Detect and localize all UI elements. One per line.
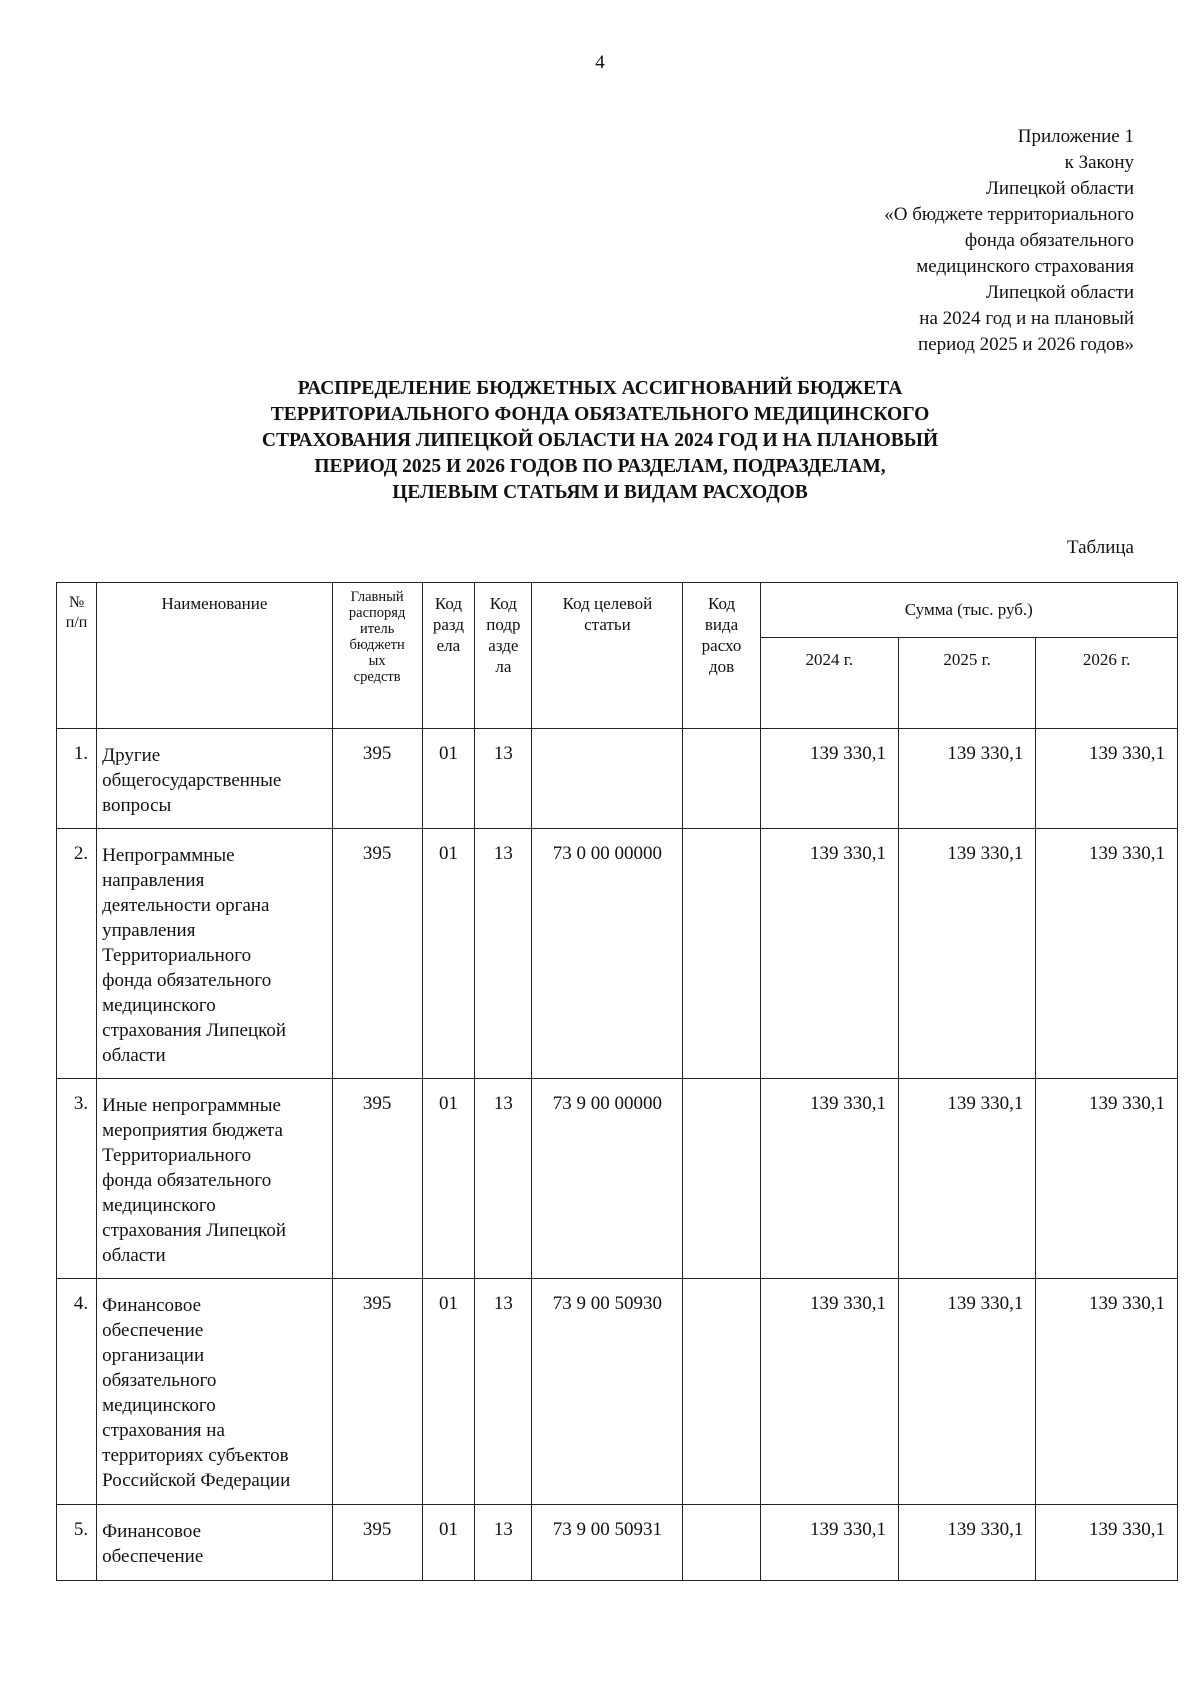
appendix-line: Приложение 1 (1017, 126, 1134, 147)
row-num: 3. (57, 1079, 97, 1279)
row-subsection: 13 (475, 729, 532, 829)
row-expense-type (683, 829, 760, 1079)
table-row (57, 1279, 1178, 1505)
row-admin: 395 (332, 1505, 422, 1581)
row-expense-type (683, 729, 760, 829)
title-line: ЦЕЛЕВЫМ СТАТЬЯМ И ВИДАМ РАСХОДОВ (392, 482, 808, 503)
row-amount-2025: 139 330,1 (898, 729, 1035, 829)
appendix-line: Липецкой области (985, 282, 1134, 303)
row-name: Другие общегосударственные вопросы (97, 729, 333, 829)
table-row (57, 1079, 1178, 1279)
row-num: 5. (57, 1505, 97, 1581)
row-amount-2024: 139 330,1 (760, 1079, 898, 1279)
title-line: ПЕРИОД 2025 И 2026 ГОДОВ ПО РАЗДЕЛАМ, ПОДРАЗДЕЛАМ, (314, 456, 886, 477)
appendix-line: Липецкой области (985, 178, 1134, 199)
row-amount-2026: 139 330,1 (1036, 1079, 1178, 1279)
row-target: 73 9 00 00000 (532, 1079, 683, 1279)
row-admin: 395 (332, 1279, 422, 1505)
header-year-2025: 2025 г. (898, 638, 1035, 729)
appendix-line: период 2025 и 2026 годов» (918, 334, 1134, 355)
title-line: РАСПРЕДЕЛЕНИЕ БЮДЖЕТНЫХ АССИГНОВАНИЙ БЮДЖЕТА (297, 378, 903, 399)
header-name: Наименование (97, 583, 333, 729)
appendix-line: «О бюджете территориального (884, 204, 1134, 225)
row-target: 73 9 00 50931 (532, 1505, 683, 1581)
row-expense-type (683, 1505, 760, 1581)
row-subsection: 13 (475, 1079, 532, 1279)
page-number: 4 (595, 52, 605, 73)
row-admin: 395 (332, 1079, 422, 1279)
row-name: Иные непрограммные мероприятия бюджета Территориального фонда обязательного медицинского страхования Липецкой области (97, 1079, 333, 1279)
row-num: 4. (57, 1279, 97, 1505)
row-expense-type (683, 1279, 760, 1505)
row-amount-2025: 139 330,1 (898, 829, 1035, 1079)
row-section: 01 (422, 1079, 475, 1279)
table-row (57, 729, 1178, 829)
row-amount-2024: 139 330,1 (760, 729, 898, 829)
table-row (57, 829, 1178, 1079)
row-admin: 395 (332, 729, 422, 829)
row-section: 01 (422, 1279, 475, 1505)
appendix-line: фонда обязательного (964, 230, 1134, 251)
row-admin: 395 (332, 829, 422, 1079)
header-year-2024: 2024 г. (760, 638, 898, 729)
header-num: № п/п (57, 583, 97, 729)
header-admin: Главный распоряд итель бюджетн ых средств (332, 583, 422, 729)
row-amount-2024: 139 330,1 (760, 1279, 898, 1505)
row-section: 01 (422, 829, 475, 1079)
header-year-2026: 2026 г. (1036, 638, 1178, 729)
row-amount-2026: 139 330,1 (1036, 729, 1178, 829)
appendix-line: на 2024 год и на плановый (919, 308, 1134, 329)
row-name: Непрограммные направления деятельности органа управления Территориального фонда обязательного медицинского страхования Липецкой области (97, 829, 333, 1079)
header-expense-type: Код вида расхо дов (683, 583, 760, 729)
title-line: СТРАХОВАНИЯ ЛИПЕЦКОЙ ОБЛАСТИ НА 2024 ГОД И НА ПЛАНОВЫЙ (261, 430, 939, 451)
row-expense-type (683, 1079, 760, 1279)
document-title (0, 376, 1200, 506)
appendix-line: медицинского страхования (916, 256, 1134, 277)
row-target: 73 9 00 50930 (532, 1279, 683, 1505)
header-subsection: Код подр азде ла (475, 583, 532, 729)
row-name: Финансовое обеспечение организации обязательного медицинского страхования на территориях субъектов Российской Федерации (97, 1279, 333, 1505)
title-line: ТЕРРИТОРИАЛЬНОГО ФОНДА ОБЯЗАТЕЛЬНОГО МЕДИЦИНСКОГО (270, 404, 930, 425)
row-target: 73 0 00 00000 (532, 829, 683, 1079)
header-sum: Сумма (тыс. руб.) (760, 583, 1177, 638)
row-amount-2024: 139 330,1 (760, 829, 898, 1079)
row-target (532, 729, 683, 829)
row-subsection: 13 (475, 1505, 532, 1581)
row-subsection: 13 (475, 829, 532, 1079)
table-caption: Таблица (1066, 537, 1134, 558)
row-amount-2025: 139 330,1 (898, 1505, 1035, 1581)
appendix-line: к Закону (1064, 152, 1134, 173)
row-amount-2026: 139 330,1 (1036, 1279, 1178, 1505)
row-num: 2. (57, 829, 97, 1079)
row-subsection: 13 (475, 1279, 532, 1505)
row-amount-2026: 139 330,1 (1036, 829, 1178, 1079)
row-name: Финансовое обеспечение (97, 1505, 333, 1581)
header-target: Код целевой статьи (532, 583, 683, 729)
header-section: Код разд ела (422, 583, 475, 729)
row-section: 01 (422, 1505, 475, 1581)
row-amount-2024: 139 330,1 (760, 1505, 898, 1581)
budget-table (56, 582, 1178, 1581)
row-section: 01 (422, 729, 475, 829)
table-row (57, 1505, 1178, 1581)
row-num: 1. (57, 729, 97, 829)
row-amount-2025: 139 330,1 (898, 1079, 1035, 1279)
appendix-reference (884, 124, 1134, 358)
row-amount-2025: 139 330,1 (898, 1279, 1035, 1505)
row-amount-2026: 139 330,1 (1036, 1505, 1178, 1581)
